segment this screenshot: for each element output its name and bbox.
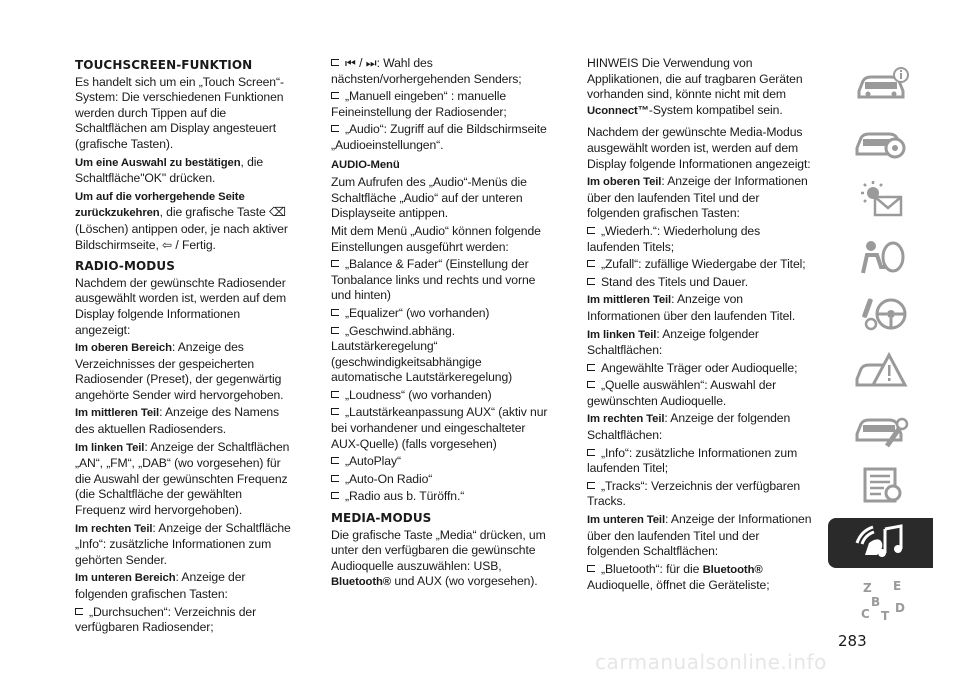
index-letter: E <box>892 578 901 593</box>
list-item: „AutoPlay“ <box>331 454 556 470</box>
paragraph: Im rechten Teil: Anzeige der folgenden Schaltflächen: <box>587 411 791 443</box>
paragraph: Nachdem der gewünschte Radiosender ausgewählt worden ist, werden auf dem Display folgende Informationen angezeigt: <box>75 275 287 337</box>
heading-radio-modus: RADIO-MODUS <box>75 259 175 274</box>
paragraph: Im rechten Teil: Anzeige der Schaltfläche „Info“: zusätzliche Informationen zum gehörten Sender. <box>75 520 291 567</box>
paragraph: Es handelt sich um ein „Touch Screen“-System: Die verschiedenen Funktionen werden durch Tippen auf die Schaltflächen am Display angesteuert (grafische Tasten). <box>75 74 284 151</box>
paragraph: Um eine Auswahl zu bestätigen, die Schaltfläche"OK" drücken. <box>75 154 264 186</box>
bullet-icon <box>587 259 597 268</box>
tab-multimedia[interactable] <box>828 518 933 568</box>
tab-safety[interactable] <box>828 232 933 282</box>
paragraph: Im linken Teil: Anzeige der Schaltflächen „AN“, „FM“, „DAB“ (wo vorgesehen) für die Auswahl der gewünschten Frequenz (die Schaltfläche der gewählten Frequenz wird hervorgehoben). <box>75 439 290 518</box>
paragraph: Im oberen Teil: Anzeige der Informationen über den laufenden Titel und der folgenden grafischen Tasten: <box>587 174 808 221</box>
technical-data-icon <box>851 465 911 505</box>
bullet-icon <box>331 474 341 483</box>
tab-dashboard[interactable] <box>828 117 933 167</box>
list-item: „Geschwind.abhäng. Lautstärkeregelung“ (geschwindigkeitsabhängige automatische Lautstärkeregelung) <box>331 323 513 385</box>
bullet-icon <box>331 308 341 317</box>
column-3 <box>587 56 812 596</box>
paragraph: Mit dem Menü „Audio“ können folgende Einstellungen ausgeführt werden: <box>331 223 541 254</box>
tab-car-info[interactable] <box>828 60 933 110</box>
list-item: Stand des Titels und Dauer. <box>587 275 812 291</box>
bullet-icon <box>331 58 341 67</box>
column-1 <box>75 56 295 638</box>
list-item: „Info“: zusätzliche Informationen zum laufenden Titel; <box>587 445 798 476</box>
index-icon <box>851 578 911 622</box>
bullet-icon <box>587 448 597 457</box>
index-letter: T <box>880 608 889 622</box>
list-item: „Zufall“: zufällige Wiedergabe der Titel; <box>587 257 812 273</box>
multimedia-icon <box>851 521 911 565</box>
starting-driving-icon <box>851 294 911 334</box>
column-2 <box>331 56 556 593</box>
list-item: „Wiederh.“: Wiederholung des laufenden Titels; <box>587 223 761 254</box>
page-number: 283 <box>838 632 867 650</box>
list-item: „Equalizer“ (wo vorhanden) <box>331 306 556 322</box>
paragraph: Um auf die vorhergehende Seite zurückzukehren, die grafische Taste ⌫ (Löschen) antippen oder, je nach aktiver Bildschirmseite, ⇦ / Fertig. <box>75 190 288 252</box>
bullet-icon <box>331 491 341 500</box>
paragraph: Die grafische Taste „Media“ drücken, um unter den verfügbaren die gewünschte Audioquelle auszuwählen: USB, Bluetooth® und AUX (wo vorgesehen). <box>331 527 546 589</box>
tab-warning-lights[interactable] <box>828 174 933 224</box>
paragraph: Im unteren Bereich: Anzeige der folgenden grafischen Tasten: <box>75 570 246 601</box>
heading-touchscreen: TOUCHSCREEN-FUNKTION <box>75 58 253 72</box>
index-letter: C <box>860 606 870 621</box>
bullet-icon <box>587 277 597 286</box>
list-item: „Tracks“: Verzeichnis der verfügbaren Tracks. <box>587 478 801 509</box>
bullet-icon <box>75 607 85 616</box>
index-letter: B <box>870 594 880 609</box>
bullet-icon <box>331 91 341 100</box>
paragraph-note: HINWEIS Die Verwendung von Applikationen, die auf tragbaren Geräten vorhanden sind, könnte nicht mit dem Uconnect™-System kompatibel sein. <box>587 56 803 117</box>
chapter-tabs <box>828 60 933 632</box>
list-item: „Auto-On Radio“ <box>331 472 556 488</box>
tab-technical-data[interactable] <box>828 460 933 510</box>
bullet-icon <box>331 259 341 268</box>
paragraph: Nachdem der gewünschte Media-Modus ausgewählt worden ist, werden auf dem Display folgende Informationen angezeigt: <box>587 125 811 171</box>
bullet-icon <box>587 226 597 235</box>
list-item: „Audio“: Zugriff auf die Bildschirmseite „Audioeinstellungen“. <box>331 122 547 152</box>
paragraph: Im unteren Teil: Anzeige der Informationen über den laufenden Titel und der folgenden Schaltflächen: <box>587 512 812 559</box>
list-item: „Manuell eingeben“ : manuelle Feineinstellung der Radiosender; <box>331 89 507 119</box>
tab-emergency[interactable] <box>828 346 933 396</box>
bullet-icon <box>331 124 341 133</box>
bullet-icon <box>587 564 597 573</box>
bullet-icon <box>331 390 341 399</box>
heading-media-modus: MEDIA-MODUS <box>331 511 432 526</box>
emergency-icon <box>851 351 911 391</box>
bullet-icon <box>331 407 341 416</box>
bullet-icon <box>331 456 341 465</box>
paragraph: Im mittleren Teil: Anzeige von Informationen über den laufenden Titel. <box>587 292 796 323</box>
tab-maintenance[interactable] <box>828 403 933 453</box>
list-item: „Loudness“ (wo vorhanden) <box>331 388 556 404</box>
list-item: „Durchsuchen“: Verzeichnis der verfügbaren Radiosender; <box>75 604 257 635</box>
paragraph: Zum Aufrufen des „Audio“-Menüs die Schaltfläche „Audio“ auf der unteren Displayseite antippen. <box>331 175 527 221</box>
bullet-icon <box>587 481 597 490</box>
list-item: „Balance & Fader“ (Einstellung der Tonbalance links und rechts und vorne und hinten) <box>331 257 536 303</box>
subheading-audio-menu: AUDIO-Menü <box>331 158 400 171</box>
bullet-icon <box>587 380 597 389</box>
paragraph: Im oberen Bereich: Anzeige des Verzeichnisses der gespeicherten Radiosender (Preset), der gegenwärtig angehörte Sender wird hervorgehoben. <box>75 340 284 402</box>
tab-starting-driving[interactable] <box>828 289 933 339</box>
warning-lights-icon <box>851 179 911 219</box>
list-item: „Radio aus b. Türöffn.“ <box>331 489 556 505</box>
paragraph: Im mittleren Teil: Anzeige des Namens des aktuellen Radiosenders. <box>75 405 280 437</box>
index-letter: D <box>894 600 905 615</box>
tab-index[interactable] <box>828 575 933 625</box>
bullet-icon <box>587 363 597 372</box>
list-item: ⏮ / ⏭: Wahl des nächsten/vorhergehenden Senders; <box>331 56 522 86</box>
bullet-icon <box>331 326 341 335</box>
car-info-icon <box>851 65 911 105</box>
car-dashboard-icon <box>851 122 911 162</box>
airbag-safety-icon <box>851 237 911 277</box>
maintenance-icon <box>851 408 911 448</box>
watermark: carmanualsonline.info <box>595 650 827 674</box>
paragraph: Im linken Teil: Anzeige folgender Schaltflächen: <box>587 326 759 358</box>
list-item: „Lautstärkeanpassung AUX“ (aktiv nur bei vorhandener und eingeschalteter AUX-Quelle) (falls vorgesehen) <box>331 405 548 451</box>
index-letter: Z <box>862 580 872 595</box>
list-item: Angewählte Träger oder Audioquelle; <box>587 361 812 377</box>
list-item: „Quelle auswählen“: Auswahl der gewünschten Audioquelle. <box>587 378 777 408</box>
list-item: „Bluetooth“: für die Bluetooth® Audioquelle, öffnet die Geräteliste; <box>587 561 770 593</box>
